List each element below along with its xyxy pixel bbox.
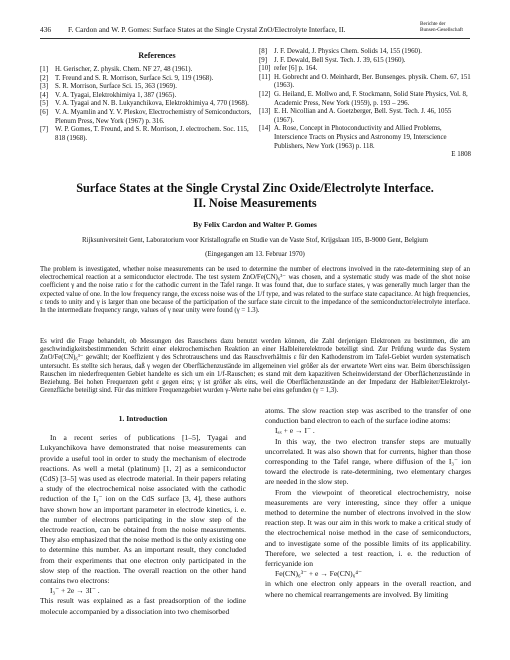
abstract-english: The problem is investigated, whether noise measurements can be used to determine the number of electrons involved in the rate-determining step of an electrochemical reaction at a semiconductor electrode. The test system ZnO/Fe(CN)₆³⁻ was chosen, and a systematic study was made of the shot noise coefficient γ and the noise ratio ε for the cathodic current in the Tafel range. It was found that, due to surface states, γ was generally much larger than the expected value of one. In the low frequency range, the excess noise was of the 1/f type, and was related to the surface state capacitance. At high frequencies, ε tends to unity and γ is larger than one because of the participation of the surface state circuit to the impedance of the semiconductor/electrolyte interface. In the intermediate frequency range, values of γ near unity were found (γ = 1.3). xyxy=(40,266,470,315)
reference-number: [12] xyxy=(259,90,271,98)
body-paragraph: atoms. The slow reaction step was ascribed to the transfer of one conduction band electron to each of the surface iodine atoms: xyxy=(265,406,471,426)
equation: Fe(CN)₆³⁻ + e → Fe(CN)₆⁴⁻ xyxy=(275,569,362,579)
reference-number: [14] xyxy=(259,125,271,133)
article-title-line2: II. Noise Measurements xyxy=(193,196,317,210)
reference-item xyxy=(40,126,252,143)
reference-text: T. Freund and S. R. Morrison, Surface Sci. 9, 119 (1968). xyxy=(55,74,214,82)
reference-number: [1] xyxy=(40,66,49,73)
reference-item xyxy=(259,125,471,151)
received-date: (Eingegangen am 13. Februar 1970) xyxy=(205,251,305,258)
header-rule xyxy=(40,38,470,39)
reference-text: refer [6] p. 164. xyxy=(274,65,318,73)
reference-text: E. H. Nicollian and A. Goetzberger, Bell. Syst. Tech. J. 46, 1055 (1967). xyxy=(274,108,452,124)
reference-item xyxy=(40,75,252,84)
reference-number: [9] xyxy=(259,56,268,64)
equation: Iₐₓ + e → I⁻ . xyxy=(275,426,315,436)
reference-item xyxy=(40,66,252,75)
reference-number: [4] xyxy=(40,91,49,99)
reference-number: [7] xyxy=(40,126,49,134)
reference-number: [10] xyxy=(259,65,271,73)
body-left-column xyxy=(40,412,246,617)
reference-number: [8] xyxy=(259,48,268,55)
journal-name-line1: Berichte der xyxy=(420,21,446,27)
reference-text: A. Rose, Concept in Photoconductivity and Allied Problems, Interscience Tracts on Physics and Astronomy 19, Interscience Publishers, New York (1963) p. 118. xyxy=(274,125,447,150)
reference-text: G. Heiland, E. Mollwo and, F. Stockmann, Solid State Physics, Vol. 8, Academic Press, New York (1959), p. 193 – 296. xyxy=(274,90,468,107)
reference-text: J. F. Dewald, Bell Syst. Tech. J. 39, 615 (1960). xyxy=(274,56,406,64)
reference-item xyxy=(259,65,471,74)
page-number: 436 xyxy=(40,25,52,34)
equation: I₃⁻ + 2e → 3I⁻ . xyxy=(50,586,100,596)
body-paragraph: From the viewpoint of theoretical electrochemistry, noise measurements are very interesting, since they offer a unique method to determine the number of electrons involved in the slow reaction step. It was our aim in this work to make a critical study of the electrochemical noise method in the case of semiconductors, and to investigate some of the possible limits of its applicability. Therefore, we selected a test reaction, i. e. the reduction of ferricyanide ion xyxy=(265,487,471,569)
reference-number: [5] xyxy=(40,100,49,108)
running-title: F. Cardon and W. P. Gomes: Surface States at the Single Crystal ZnO/Electrolyte Interface, II. xyxy=(68,25,346,34)
reference-number: [11] xyxy=(259,73,271,81)
editor-code: E 1808 xyxy=(451,151,471,159)
reference-item xyxy=(259,74,471,91)
references-left-column xyxy=(40,66,252,143)
reference-text: W. P. Gomes, T. Freund, and S. R. Morrison, J. electrochem. Soc. 115, 818 (1968). xyxy=(55,126,249,142)
reference-item xyxy=(40,83,252,92)
body-paragraph: In a recent series of publications [1–5], Tyagai and Lukyanchikova have demonstrated that noise measurements can provide a useful tool in order to study the mechanism of electrode reactions. As well a metal (platinum) [1, 2] as a semiconductor (CdS) [3–5] was used as electrode material. In their papers relating a study of the electrochemical noise associated with the cathodic reduction of the I₃⁻ ion on the CdS surface [3, 4], these authors have shown how an important parameter in electrode kinetics, i. e. the number of electrons participating in the slow step of the electrode reaction, can be obtained from the noise measurements. They also emphasized that the noise method is the only existing one to determine this number. As an important result, they concluded from their experiments that one electron only participated in the slow step of the reaction. The overall reaction on the other hand contains two electrons: xyxy=(40,433,246,586)
reference-item xyxy=(40,109,252,126)
reference-item xyxy=(40,92,252,101)
section-heading: 1. Introduction xyxy=(118,414,168,423)
article-authors: By Felix Cardon and Walter P. Gomes xyxy=(193,220,317,229)
page-header xyxy=(40,21,470,45)
body-paragraph: In this way, the two electron transfer steps are mutually uncorrelated. It was also shown that for currents, higher than those corresponding to the Tafel range, where diffusion of the I₃⁻ ion toward the electrode is rate-determining, two elementary charges are needed in the slow step. xyxy=(265,436,471,487)
reference-text: V. A. Tyagai and N. B. Lukyanchikova, Elektrokhimiya 4, 770 (1968). xyxy=(55,100,249,108)
article-affiliation: Rijksuniversiteit Gent, Laboratorium voor Kristallografie en Studie van de Vaste Stof, Krijgslaan 105, B-9000 Gent, Belgium xyxy=(81,237,429,244)
references-heading: References xyxy=(138,51,176,60)
reference-number: [13] xyxy=(259,108,271,116)
body-right-column xyxy=(265,406,471,600)
abstract-german: Es wird die Frage behandelt, ob Messungen des Rauschens dazu benutzt werden können, die Zahl derjenigen Elektronen zu bestimmen, die am geschwindigkeitsbestimmenden Schritt einer elektrochemischen Reaktion an einer Halbleiterelektrode beteiligt sind. Zur Prüfung wurde das System ZnO/Fe(CN)₆³⁻ gewählt; der Koeffizient γ des Schrotrauschens und das Rauschverhältnis ε für den Kathodenstrom im Tafel-Gebiet wurden systematisch untersucht. Es stellte sich heraus, daß γ wegen der Oberflächenzustände im allgemeinen viel größer als der erwartete Wert eins war. Beim überschüssigen Rauschen im niederfrequenten Gebiet handelte es sich um ein 1/f-Rauschen; es stand mit dem kapazitiven Scheinwiderstand der Oberflächenzustände in Beziehung. Bei hohen Frequenzen geht ε gegen eins; γ ist größer als eins, weil die Oberflächenzustände an der Impedanz der Halbleiter/Elektrolyt-Grenzfläche beteiligt sind. Für das mittlere Frequenzgebiet wurden γ-Werte nahe bei eins gefunden (γ = 1,3). xyxy=(40,338,470,395)
body-paragraph: This result was explained as a fast preadsorption of the iodine molecule accompanied by a dissociation into two chemisorbed xyxy=(40,596,246,616)
journal-name-line2: Bunsen-Gesellschaft xyxy=(420,27,463,33)
reference-text: S. R. Morrison, Surface Sci. 15, 363 (1969). xyxy=(55,83,177,91)
reference-item xyxy=(259,108,471,125)
reference-text: H. Gerischer, Z. physik. Chem. NF 27, 48 (1961). xyxy=(55,66,193,73)
reference-text: V. A. Tyagai, Elektrokhimiya 1, 387 (1965). xyxy=(55,91,177,99)
body-paragraph: in which one electron only appears in the overall reaction, and where no chemical rearrangements are involved. By limiting xyxy=(265,579,471,599)
reference-text: J. F. Dewald, J. Physics Chem. Solids 14, 155 (1960). xyxy=(274,48,422,55)
reference-item xyxy=(259,48,471,57)
reference-number: [2] xyxy=(40,74,49,82)
reference-number: [6] xyxy=(40,108,49,116)
journal-name xyxy=(420,21,470,33)
article-title-line1: Surface States at the Single Crystal Zinc Oxide/Electrolyte Interface. xyxy=(76,181,434,195)
references-right-column xyxy=(259,48,471,160)
reference-item xyxy=(259,91,471,108)
reference-number: [3] xyxy=(40,83,49,91)
article-title xyxy=(40,181,470,211)
reference-item xyxy=(259,57,471,66)
reference-text: H. Gobrecht and O. Meinhardt, Ber. Bunsenges. physik. Chem. 67, 151 (1963). xyxy=(274,73,471,90)
reference-item xyxy=(40,100,252,109)
reference-text: V. A. Myamlin and Y. V. Pleskov, Electrochemistry of Semiconductors, Plenum Press, New York (1967) p. 316. xyxy=(55,108,252,125)
